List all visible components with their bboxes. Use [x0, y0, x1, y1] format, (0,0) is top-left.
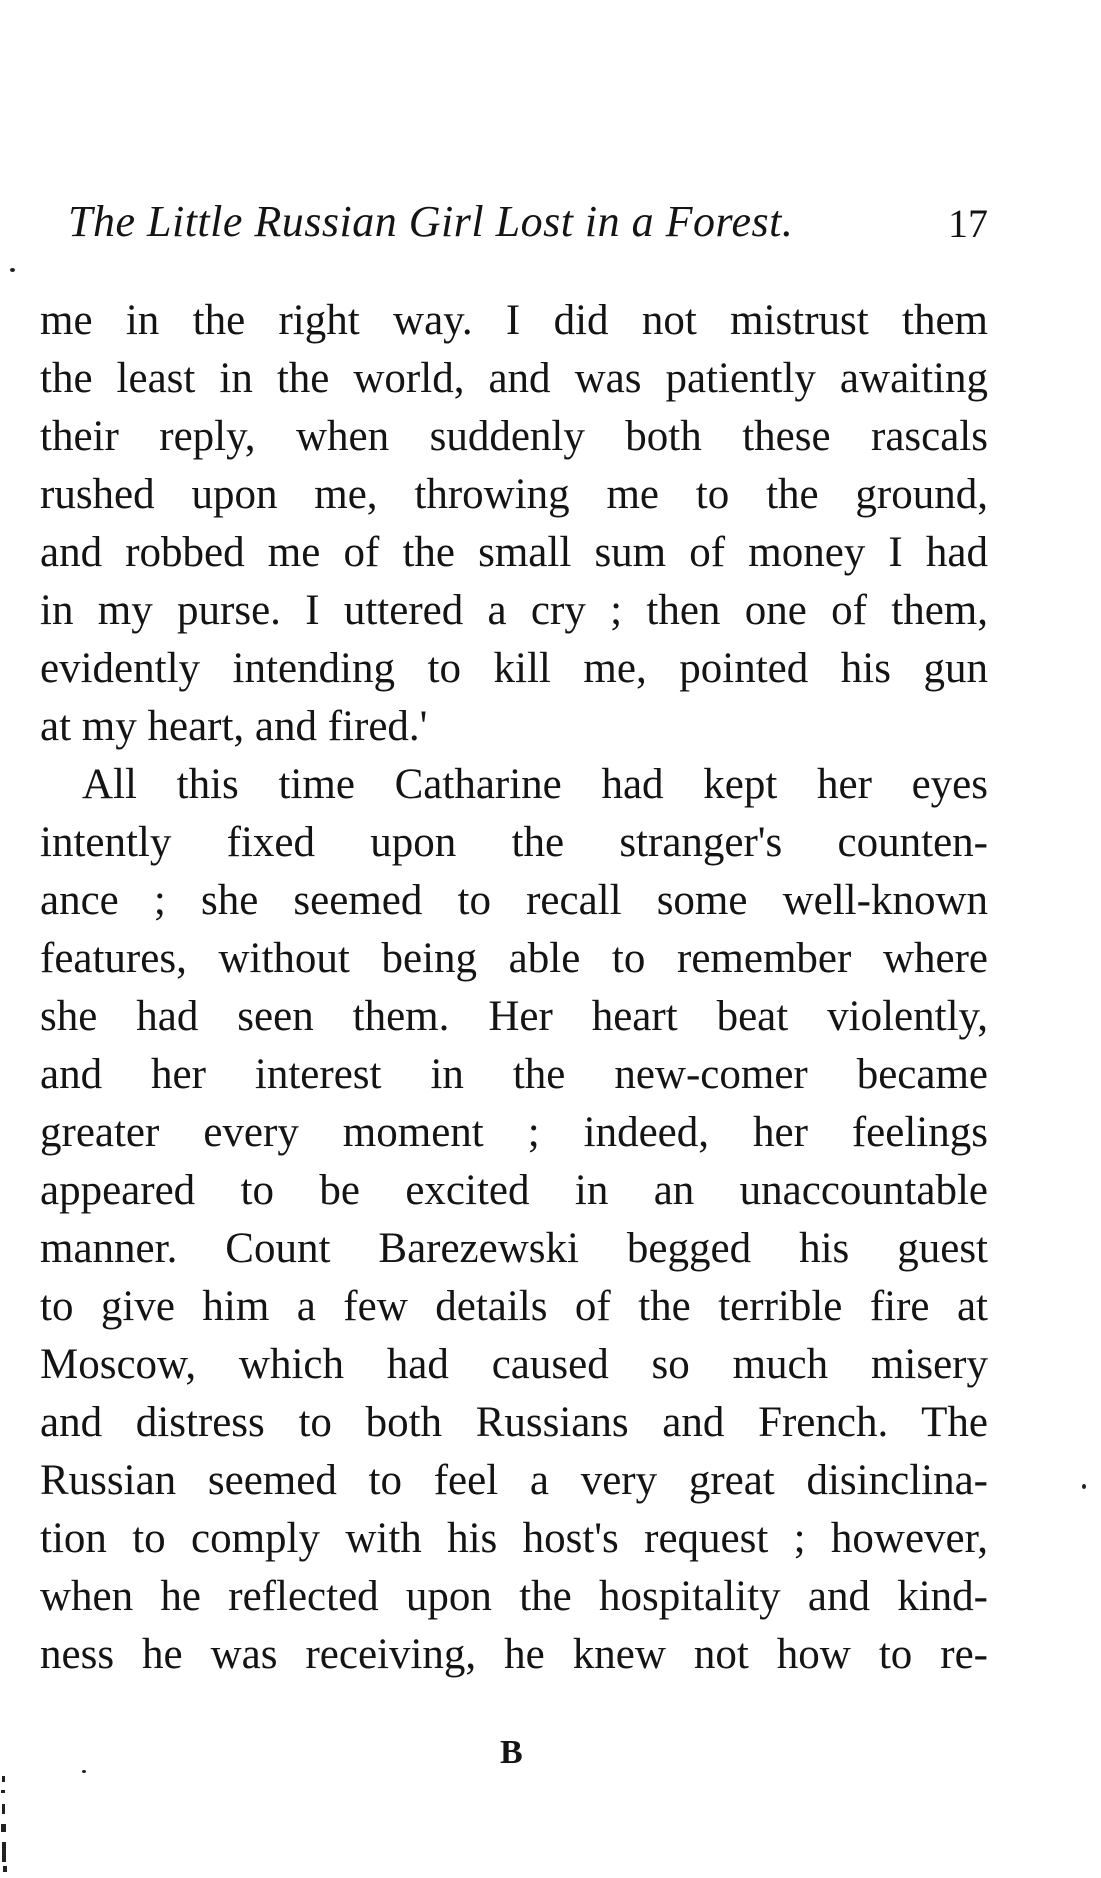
text-line: their reply, when suddenly both these rascals	[40, 413, 988, 460]
text-line: features, without being able to remember where	[40, 935, 988, 982]
text-line: intently fixed upon the stranger's counten-	[40, 819, 988, 866]
paragraph	[40, 292, 988, 756]
text-line: she had seen them. Her heart beat violently,	[40, 993, 988, 1040]
text-line: me in the right way. I did not mistrust them	[40, 297, 988, 344]
text-line: and her interest in the new-comer became	[40, 1051, 988, 1098]
scan-edge-marks	[0, 1776, 10, 1876]
text-line: in my purse. I uttered a cry ; then one of them,	[40, 587, 988, 634]
running-header	[68, 196, 988, 256]
text-line: rushed upon me, throwing me to the ground,	[40, 471, 988, 518]
text-line: manner. Count Barezewski begged his guest	[40, 1225, 988, 1272]
text-line: the least in the world, and was patiently awaiting	[40, 355, 988, 402]
text-line: ness he was receiving, he knew not how to re-	[40, 1631, 988, 1678]
scan-speck	[1082, 1484, 1086, 1489]
page-number: 17	[948, 201, 988, 246]
text-line: at my heart, and fired.'	[40, 703, 428, 750]
paragraph	[40, 756, 988, 1684]
text-line: to give him a few details of the terrible fire at	[40, 1283, 988, 1330]
text-line: Russian seemed to feel a very great disinclina-	[40, 1457, 988, 1504]
text-line: Moscow, which had caused so much misery	[40, 1341, 988, 1388]
signature-mark: B	[500, 1734, 523, 1771]
text-line: greater every moment ; indeed, her feelings	[40, 1109, 988, 1156]
text-line: ance ; she seemed to recall some well-known	[40, 877, 988, 924]
scan-speck	[10, 268, 15, 272]
text-line: tion to comply with his host's request ; however,	[40, 1515, 988, 1562]
text-line: and robbed me of the small sum of money I had	[40, 529, 988, 576]
text-line: appeared to be excited in an unaccountable	[40, 1167, 988, 1214]
text-line: evidently intending to kill me, pointed his gun	[40, 645, 988, 692]
body-text	[40, 292, 988, 1684]
scan-speck	[82, 1770, 86, 1773]
text-line: All this time Catharine had kept her eyes	[82, 761, 988, 808]
text-line: when he reflected upon the hospitality and kind-	[40, 1573, 988, 1620]
running-title: The Little Russian Girl Lost in a Forest.	[68, 197, 794, 246]
text-line: and distress to both Russians and French. The	[40, 1399, 988, 1446]
